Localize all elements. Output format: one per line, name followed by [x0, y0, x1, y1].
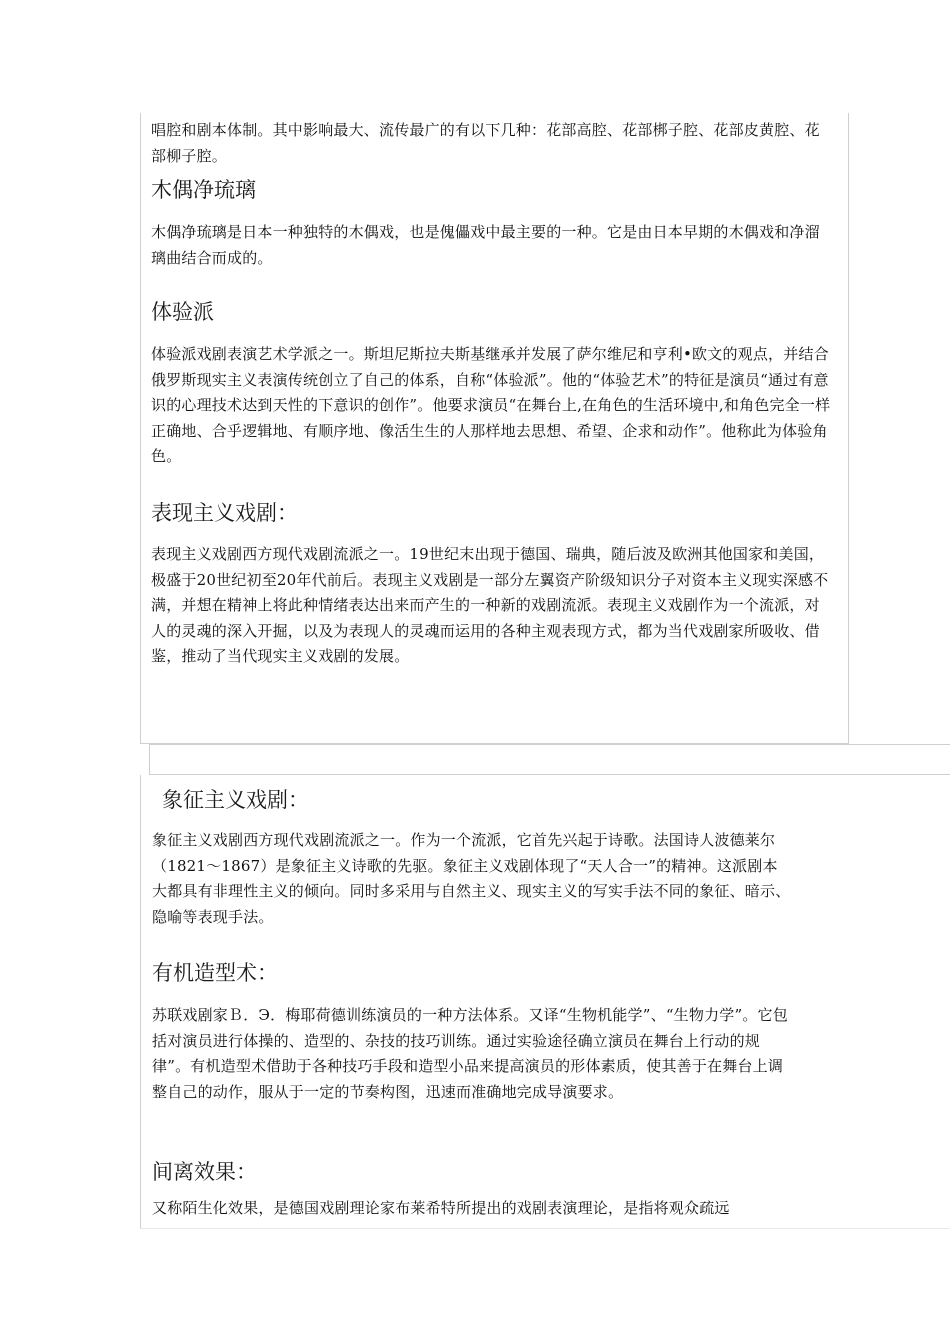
xiangzheng-text: 象征主义戏剧西方现代戏剧流派之一。作为一个流派，它首先兴起于诗歌。法国诗人波德莱尔（1821～1867）是象征主义诗歌的先驱。象征主义戏剧体现了“天人合一”的精神。这派剧本大都具有非理性主义的倾向。同时多采用与自然主义、现实主义的写实手法不同的象征、暗示、隐喻等表现手法。	[152, 831, 791, 926]
youji-heading: 有机造型术：	[152, 961, 278, 985]
section-biaoxian	[151, 499, 831, 670]
biaoxian-heading: 表现主义戏剧：	[151, 501, 298, 525]
youji-text: 苏联戏剧家Ｂ．Э．梅耶荷德训练演员的一种方法体系。又译“生物机能学”、“生物力学”。它包括对演员进行体操的、造型的、杂技的技巧训练。通过实验途径确立演员在舞台上行动的规律”。有机造型术借助于各种技巧手段和造型小品来提高演员的形体素质，使其善于在舞台上调整自己的动作，服从于一定的节奏构图，迅速而准确地完成导演要求。	[152, 1006, 788, 1101]
intro-tail-text: 唱腔和剧本体制。其中影响最大、流传最广的有以下几种：花部高腔、花部梆子腔、花部皮黄腔、花部柳子腔。	[151, 121, 820, 165]
page-divider-bar	[149, 744, 950, 775]
section-youji	[152, 959, 792, 1105]
section-xiangzheng	[152, 786, 792, 930]
section-intro-tail	[151, 118, 831, 169]
section-tiyan	[151, 298, 831, 470]
muou-text: 木偶净琉璃是日本一种独特的木偶戏，也是傀儡戏中最主要的一种。它是由日本早期的木偶戏和净溜璃曲结合而成的。	[151, 223, 820, 267]
muou-heading: 木偶净琉璃	[151, 178, 256, 202]
section-muou	[151, 176, 831, 271]
section-jianli	[152, 1158, 792, 1222]
xiangzheng-heading: 象征主义戏剧：	[162, 788, 309, 812]
biaoxian-text: 表现主义戏剧西方现代戏剧流派之一。19世纪末出现于德国、瑞典，随后波及欧洲其他国家和美国，极盛于20世纪初至20年代前后。表现主义戏剧是一部分左翼资产阶级知识分子对资本主义现实深感不满，并想在精神上将此种情绪表达出来而产生的一种新的戏剧流派。表现主义戏剧作为一个流派，对人的灵魂的深入开掘，以及为表现人的灵魂而运用的各种主观表现方式，都为当代戏剧家所吸收、借鉴，推动了当代现实主义戏剧的发展。	[151, 545, 829, 665]
tiyan-text: 体验派戏剧表演艺术学派之一。斯坦尼斯拉夫斯基继承并发展了萨尔维尼和亨利•欧文的观点，并结合俄罗斯现实主义表演传统创立了自己的体系，自称“体验派”。他的“体验艺术”的特征是演员“通过有意识的心理技术达到天性的下意识的创作”。他要求演员“在舞台上,在角色的生活环境中,和角色完全一样正确地、合乎逻辑地、有顺序地、像活生生的人那样地去思想、希望、企求和动作”。他称此为体验角色。	[151, 345, 831, 465]
jianli-heading: 间离效果：	[152, 1160, 257, 1184]
jianli-text: 又称陌生化效果，是德国戏剧理论家布莱希特所提出的戏剧表演理论，是指将观众疏远	[152, 1199, 730, 1217]
tiyan-heading: 体验派	[151, 300, 214, 324]
